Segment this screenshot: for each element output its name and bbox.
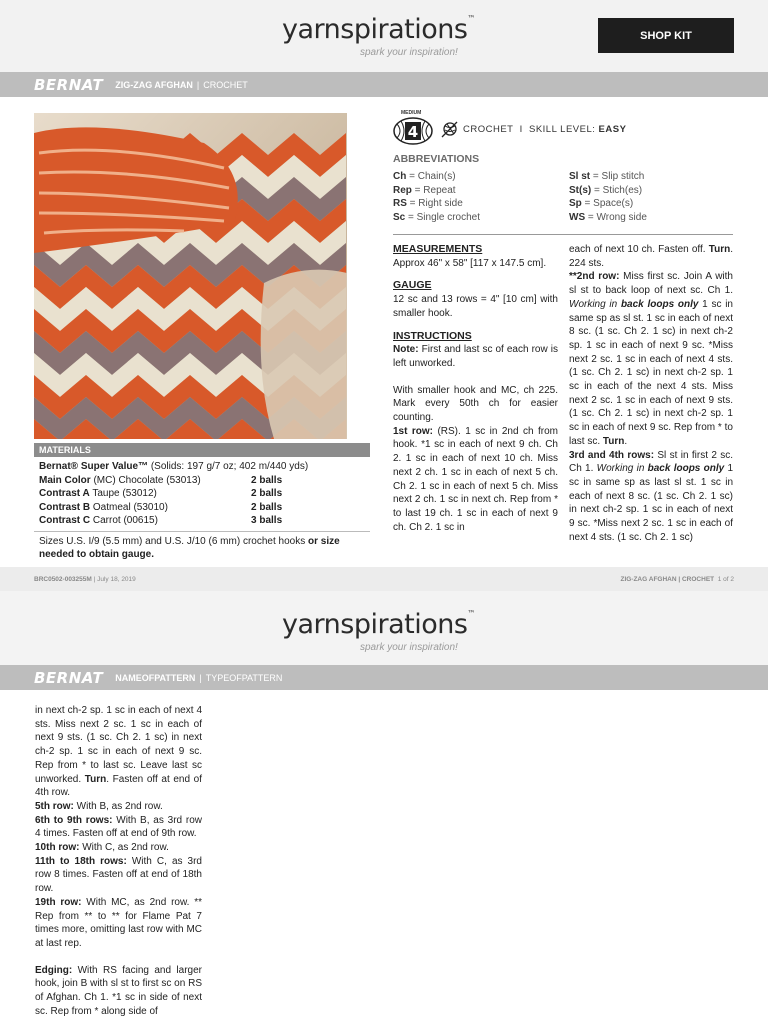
- abbr-item: [393, 211, 480, 225]
- row-label: 19th row:: [35, 896, 82, 908]
- pattern-title: NAMEOFPATTERN: [115, 672, 196, 683]
- turn-word: Turn: [84, 773, 107, 785]
- footer-right: [620, 576, 734, 583]
- row-text: (RS). 1 sc in 2nd ch from hook. *1 sc in each of next 9 ch. Ch 2. 1 sc in each of next 10 ch. Miss next 2 ch. 1 sc in each of next 5 ch. Ch 2. 1 sc in each of next 5 ch. Miss next 2 ch. 1 sc in next ch. Rep from * to last 19 ch. 1 sc in each of next 9 ch. Ch 2. 1 sc in: [393, 425, 558, 533]
- logo-text: yarnspirations: [282, 609, 468, 640]
- row-10: [35, 841, 202, 855]
- title-band: [0, 665, 768, 690]
- afghan-photo: [34, 113, 347, 439]
- row-text: With B, as 2nd row.: [73, 800, 163, 812]
- row-italic: Working in: [569, 298, 621, 310]
- yarn-weight-number: 4: [407, 123, 419, 141]
- abbr-item: [569, 184, 647, 198]
- skill-level-value: EASY: [598, 124, 627, 135]
- row-label: 10th row:: [35, 842, 80, 854]
- skill-prefix: CROCHET I SKILL LEVEL:: [463, 124, 599, 135]
- skill-level: [463, 124, 626, 135]
- color-qty: 2 balls: [251, 501, 283, 513]
- divider: [393, 234, 733, 235]
- hook-sizes: [34, 531, 370, 564]
- page2-instructions: [35, 704, 202, 1018]
- skill-row: [393, 110, 733, 146]
- row-label: 6th to 9th rows:: [35, 814, 113, 826]
- page1-header: [0, 0, 768, 72]
- color-desc: (MC) Chocolate (53013): [90, 474, 201, 486]
- bernat-logo[interactable]: BERNAT: [34, 75, 104, 94]
- turn-word: Turn: [708, 244, 731, 255]
- footer-left: [34, 576, 136, 583]
- tagline: spark your inspiration!: [360, 642, 458, 653]
- abbr-key: Sc: [393, 212, 406, 224]
- row-label: 11th to 18th rows:: [35, 855, 127, 867]
- color-name: Contrast A: [39, 488, 90, 499]
- row-2: [569, 270, 733, 448]
- color-name: Contrast C: [39, 515, 91, 526]
- row-label: 5th row:: [35, 800, 74, 812]
- page-number: 1 of 2: [714, 576, 734, 583]
- logo-tm: ™: [467, 609, 475, 618]
- color-row: [39, 501, 365, 515]
- row-text: With RS facing and larger hook, join B with sl st to first sc on RS of Afghan. Ch 1. *1 sc in side of next sc. Rep from * along side of: [35, 964, 202, 1017]
- measurements-title: MEASUREMENTS: [393, 243, 483, 255]
- row-text: .: [624, 435, 628, 447]
- color-qty: 3 balls: [251, 515, 283, 526]
- color-row: [39, 474, 365, 488]
- abbreviations-title: ABBREVIATIONS: [393, 153, 480, 165]
- pattern-date: | July 18, 2019: [91, 576, 136, 583]
- abbr-key: WS: [569, 212, 586, 224]
- crochet-hook-icon: [441, 120, 459, 138]
- color-desc: Taupe (53012): [89, 488, 157, 499]
- note: [393, 343, 558, 370]
- yarnspirations-logo[interactable]: [282, 14, 475, 45]
- band-separator: |: [199, 672, 202, 683]
- row-text: With C, as 2nd row.: [79, 842, 169, 854]
- color-row: [39, 514, 365, 528]
- abbr-key: Sl st: [569, 171, 591, 182]
- logo-text: yarnspirations: [282, 14, 468, 45]
- row-1-end: [569, 243, 733, 270]
- row-text: . 224 sts.: [569, 244, 733, 269]
- abbreviations-right: [569, 170, 647, 225]
- row-italic: Working in: [596, 463, 648, 475]
- row-3-4: [569, 449, 733, 545]
- abbr-item: [569, 170, 647, 184]
- logo-tm: ™: [467, 14, 475, 23]
- row-text: With C, as 3rd row 8 times. Fasten off at end of 18th row.: [35, 855, 202, 895]
- row-19: [35, 896, 202, 951]
- abbr-value: = Chain(s): [406, 171, 456, 182]
- abbr-item: [393, 170, 480, 184]
- row-label: Edging:: [35, 964, 73, 976]
- bernat-logo[interactable]: BERNAT: [34, 668, 104, 687]
- abbr-key: RS: [393, 198, 407, 210]
- row-4-end: [35, 704, 202, 800]
- abbr-value: = Right side: [406, 198, 463, 210]
- medium-label: MEDIUM: [401, 110, 422, 116]
- measurements-text: Approx 46" x 58" [117 x 147.5 cm].: [393, 257, 547, 269]
- color-row: [39, 487, 365, 501]
- materials-title: MATERIALS: [34, 443, 370, 457]
- yarn-weight-icon: [393, 116, 433, 146]
- row-bold: back loops only: [620, 298, 699, 310]
- band-separator: |: [196, 79, 200, 90]
- abbr-key: Ch: [393, 171, 407, 182]
- pattern-type: CROCHET: [203, 79, 248, 90]
- yarnspirations-logo[interactable]: [282, 609, 475, 640]
- note-text: First and last sc of each row is left unworked.: [393, 344, 558, 369]
- row-text: With MC, as 2nd row. ** Rep from ** to ** for Flame Pat 7 times more, omitting last row with MC at last rep.: [35, 896, 203, 949]
- abbreviations-left: [393, 170, 480, 225]
- row-text: Miss first sc. Join A with sl st to back loop of next sc. Ch 1.: [569, 271, 733, 297]
- pattern-title: ZIG-ZAG AFGHAN: [115, 79, 193, 90]
- page1-footer: [0, 567, 768, 591]
- color-qty: 2 balls: [251, 474, 283, 486]
- abbr-item: [393, 197, 480, 211]
- abbr-key: St(s): [569, 184, 592, 196]
- abbr-item: [569, 211, 647, 225]
- instructions-col-2: [569, 243, 733, 544]
- hook-sizes-text: Sizes U.S. I/9 (5.5 mm) and U.S. J/10 (6 mm) crochet hooks: [39, 535, 308, 547]
- row-text: Sl st in first 2 sc. Ch 1.: [569, 449, 733, 475]
- abbr-value: = Repeat: [411, 184, 456, 196]
- row-text: With B, as 3rd row 4 times. Fasten off at end of 9th row.: [35, 814, 203, 840]
- row-5: [35, 800, 202, 814]
- row-11-18: [35, 855, 202, 896]
- pattern-code: BRC0502-003255M: [34, 576, 92, 583]
- row-bold: back loops only: [647, 463, 725, 475]
- title-band: [0, 72, 768, 97]
- abbr-value: = Wrong side: [585, 212, 647, 224]
- row-label: **2nd row:: [569, 271, 620, 283]
- color-name: Contrast B: [39, 501, 91, 513]
- abbr-item: [393, 184, 480, 198]
- start-text: With smaller hook and MC, ch 225. Mark every 50th ch for easier counting.: [393, 384, 558, 424]
- gauge-title: GAUGE: [393, 279, 432, 292]
- color-name: Main Color: [39, 474, 91, 486]
- yarn-spec: (Solids: 197 g/7 oz; 402 m/440 yds): [148, 461, 309, 472]
- abbr-item: [569, 197, 647, 211]
- pattern-type: TYPEOFPATTERN: [205, 672, 283, 683]
- gauge-text: 12 sc and 13 rows = 4" [10 cm] with smaller hook.: [393, 294, 558, 319]
- color-desc: Carrot (00615): [90, 515, 158, 526]
- abbr-value: = Single crochet: [405, 212, 480, 224]
- footer-title: ZIG-ZAG AFGHAN | CROCHET: [620, 576, 715, 583]
- yarn-line: [39, 460, 365, 474]
- row-text: 1 sc in same sp as last sl st. 1 sc in each of next 8 sc. (1 sc. Ch 2. 1 sc) in next ch-2 sp. 1 sc in each of next 9 sc. *Miss next 2 sc. 1 sc in each of next 4 sts. (1 sc. Ch 2. 1 sc): [569, 463, 734, 543]
- yarn-brand: Bernat® Super Value™: [39, 461, 149, 472]
- color-qty: 2 balls: [251, 488, 283, 499]
- edging: [35, 964, 202, 1019]
- afghan-illustration: [34, 113, 347, 439]
- instructions-title: INSTRUCTIONS: [393, 329, 472, 342]
- abbr-key: Sp: [569, 198, 582, 210]
- color-desc: Oatmeal (53010): [90, 501, 168, 513]
- row-label: 3rd and 4th rows:: [569, 449, 655, 461]
- materials-box: [34, 443, 370, 564]
- row-6-9: [35, 814, 202, 841]
- row-text: . Fasten off at end of 4th row.: [35, 773, 202, 799]
- note-label: Note:: [393, 344, 419, 356]
- abbr-value: = Slip stitch: [590, 171, 645, 182]
- instructions-col-1: [393, 243, 558, 534]
- row-1: [393, 425, 558, 535]
- abbr-key: Rep: [393, 184, 412, 196]
- row-label: 1st row:: [393, 425, 433, 437]
- row-text: in next ch-2 sp. 1 sc in each of next 4 sts. Miss next 2 sc. 1 sc in each of next 9 sts. (1 sc. Ch 2. 1 sc) in next ch-2 sp. 1 sc in each of next 9 sc. Rep from * to last sc. Leave last sc unworked.: [35, 705, 202, 785]
- materials-list: [34, 457, 370, 531]
- abbr-value: = Stich(es): [591, 184, 643, 196]
- shop-kit-button[interactable]: SHOP KIT: [598, 18, 734, 53]
- row-text: each of next 10 ch. Fasten off.: [569, 244, 709, 255]
- tagline: spark your inspiration!: [360, 47, 458, 58]
- page2-header: [0, 591, 768, 665]
- abbr-value: = Space(s): [581, 198, 634, 210]
- turn-word: Turn: [602, 435, 625, 447]
- row-text: 1 sc in same sp as sl st. 1 sc in each of next 8 sc. (1 sc. Ch 2. 1 sc) in next ch-2 sp. 1 sc in each of next 9 sc. *Miss next 2 sc. 1 sc in each of next 4 sts. (1 sc. Ch 2. 1 sc) in next ch-2 sp. 1 sc in each of the next 4 sts. Miss next 2 sc. 1 sc in each of next 9 sts. (1 sc. Ch 2. 1 sc) in next ch-2 sp. 1 sc in each of next 9 sc. Rep from * to last sc.: [569, 298, 733, 447]
- hook-sizes-bold: or size needed to obtain gauge.: [39, 535, 340, 560]
